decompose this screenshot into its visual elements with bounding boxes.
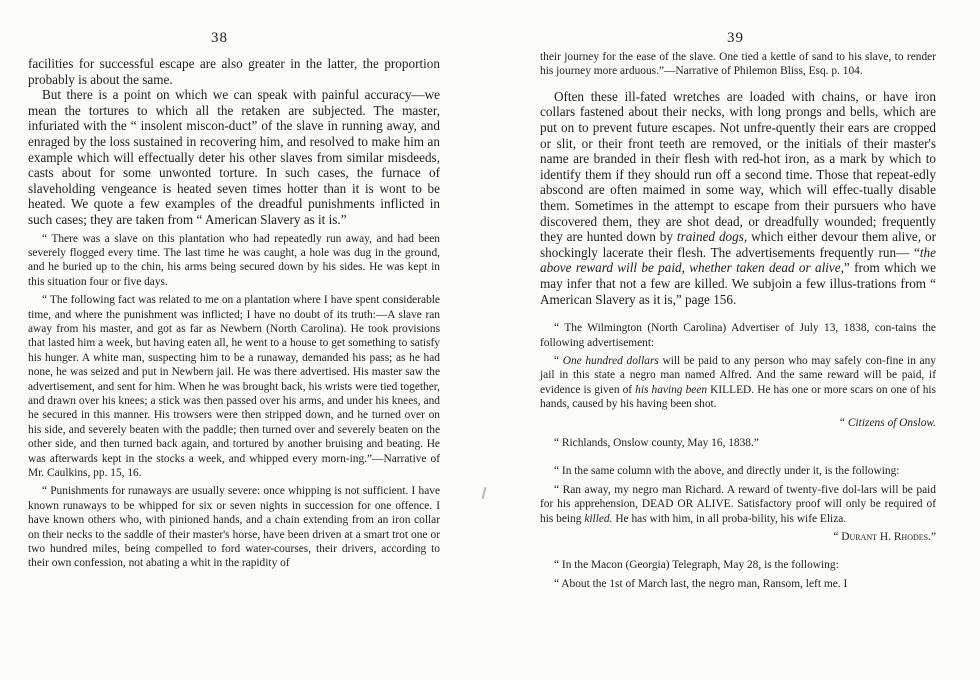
right-text-column xyxy=(540,50,936,591)
quote-newbern-runaway: “ The following fact was related to me on a plantation where I have spent considerable time, and where the punishment was inflicted; I have no doubt of its truth:—A slave ran away from his master, and got as far as Newbern (North Carolina). He took provisions that lasted him a week, but having eaten all, he went to a house to get something to satisfy his hunger. A white man, suspecting him to be a runaway, demanded his pass; as he had none, he was seized and put in Newbern jail. He was there advertised. His master saw the advertisement, and sent for him. When he was brought back, his wrists were tied together, and drawn over his knees; a stick was then passed over his arms, and under his knees, and he secured in this manner. His trowsers were then stripped down, and he turned over on his side, and severely beaten with the paddle; then turned over and severely beaten on the other side, and then turned back again, and tortured by another bruising and beating. He was afterwards kept in the stocks a week, and whipped every morn-ing.”—Narrative of Mr. Caulkins, pp. 15, 16. xyxy=(28,294,440,480)
advertisement-alfred: “ One hundred dollars will be paid to any person who may safely con-fine in any jail in this state a negro man named Alfred. And the same reward will be paid, if evidence is given of his having been KILLED. He has one or more scars on one of his hands, caused by his having been shot. xyxy=(540,354,936,411)
signature-citizens-of-onslow: “ Citizens of Onslow. xyxy=(838,416,936,429)
wilmington-intro: “ The Wilmington (North Carolina) Advertiser of July 13, 1838, con-tains the following advertisement: xyxy=(540,322,936,349)
advertisement-ransom: “ About the 1st of March last, the negro man, Ransom, left me. I xyxy=(554,577,848,590)
quote-punishments: “ Punishments for runaways are usually severe: once whipping is not sufficient. I have known runaways to be whipped for six or seven nights in succession for one offence. I have known others who, with pinioned hands, and a chain extending from an iron collar on their necks to the saddle of their master's horse, have been driven at a smart trot one or two hundred miles, being compelled to ford water-courses, their drivers, according to their own confession, not abating a whit in the rapidity of xyxy=(28,485,440,570)
dateline-richlands: “ Richlands, Onslow county, May 16, 1838.” xyxy=(554,436,759,449)
right-page-number: 39 xyxy=(727,30,744,46)
macon-intro: “ In the Macon (Georgia) Telegraph, May 28, is the following: xyxy=(554,559,839,572)
right-page xyxy=(490,0,980,680)
right-paragraph-chains: Often these ill-fated wretches are loaded with chains, or have iron collars fastened about their necks, with long prongs and bells, which are put on to prevent future escapes. Not unfre-quently their ears are cropped or slit, or their front teeth are removed, or the initials of their master's name are branded in their flesh with red-hot iron, as a mark by which to identify them if they should run off a second time. Those that repeat-edly abscond are often maimed in some way, which will effec-tually disable them. Sometimes in the attempt to escape from their pursuers who have discovered them, they are shot dead, or dreadfully wounded; frequently they are hunted down by trained dogs, which either devour them alive, or shockingly lacerate their flesh. The advertisements frequently run— “the above reward will be paid, whether taken dead or alive,” from which we may infer that not a few are killed. We subjoin a few illus-trations from “ American Slavery as it is,” page 156. xyxy=(540,88,936,307)
advertisement-richard: “ Ran away, my negro man Richard. A reward of twenty-five dol-lars will be paid for his apprehension, DEAD OR ALIVE. Satisfactory proof will only be required of his being killed. He has with him, in all proba-bility, his wife Eliza. xyxy=(540,483,936,525)
left-text-column xyxy=(28,56,440,571)
signature-durant-rhodes: “ Durant H. Rhodes.” xyxy=(833,531,936,543)
left-paragraph-1: facilities for successful escape are also greater in the latter, the proportion probably is about the same. xyxy=(28,56,440,87)
quote-buried-slave: “ There was a slave on this plantation who had repeatedly run away, and had been severely flogged every time. The last time he was caught, a hole was dug in the ground, and he buried up to the chin, his arms being secured down by his sides. He was kept in this situation four or five days. xyxy=(28,232,440,288)
left-paragraph-2: But there is a point on which we can speak with painful accuracy—we mean the tortures to which all the retaken are subjected. The master, infuriated with the “ insolent miscon-duct” of the slave in running away, and enraged by the loss sustained in recovering him, and resolved to make him an example which will effectually deter his other slaves from similar misdeeds, casts about for some unwonted torture. In such cases, the furnace of slaveholding vengeance is heated seven times hotter than it is wont to be heated. We quote a few examples of the dreadful punishments inflicted in such cases; they are taken from “ American Slavery as it is.” xyxy=(28,87,440,227)
quote-continuation: their journey for the ease of the slave. One tied a kettle of sand to his slave, to render his journey more arduous.”—Narrative of Philemon Bliss, Esq. p. 104. xyxy=(540,51,936,78)
left-page-number: 38 xyxy=(211,30,228,46)
same-column-intro: “ In the same column with the above, and directly under it, is the following: xyxy=(554,465,900,478)
